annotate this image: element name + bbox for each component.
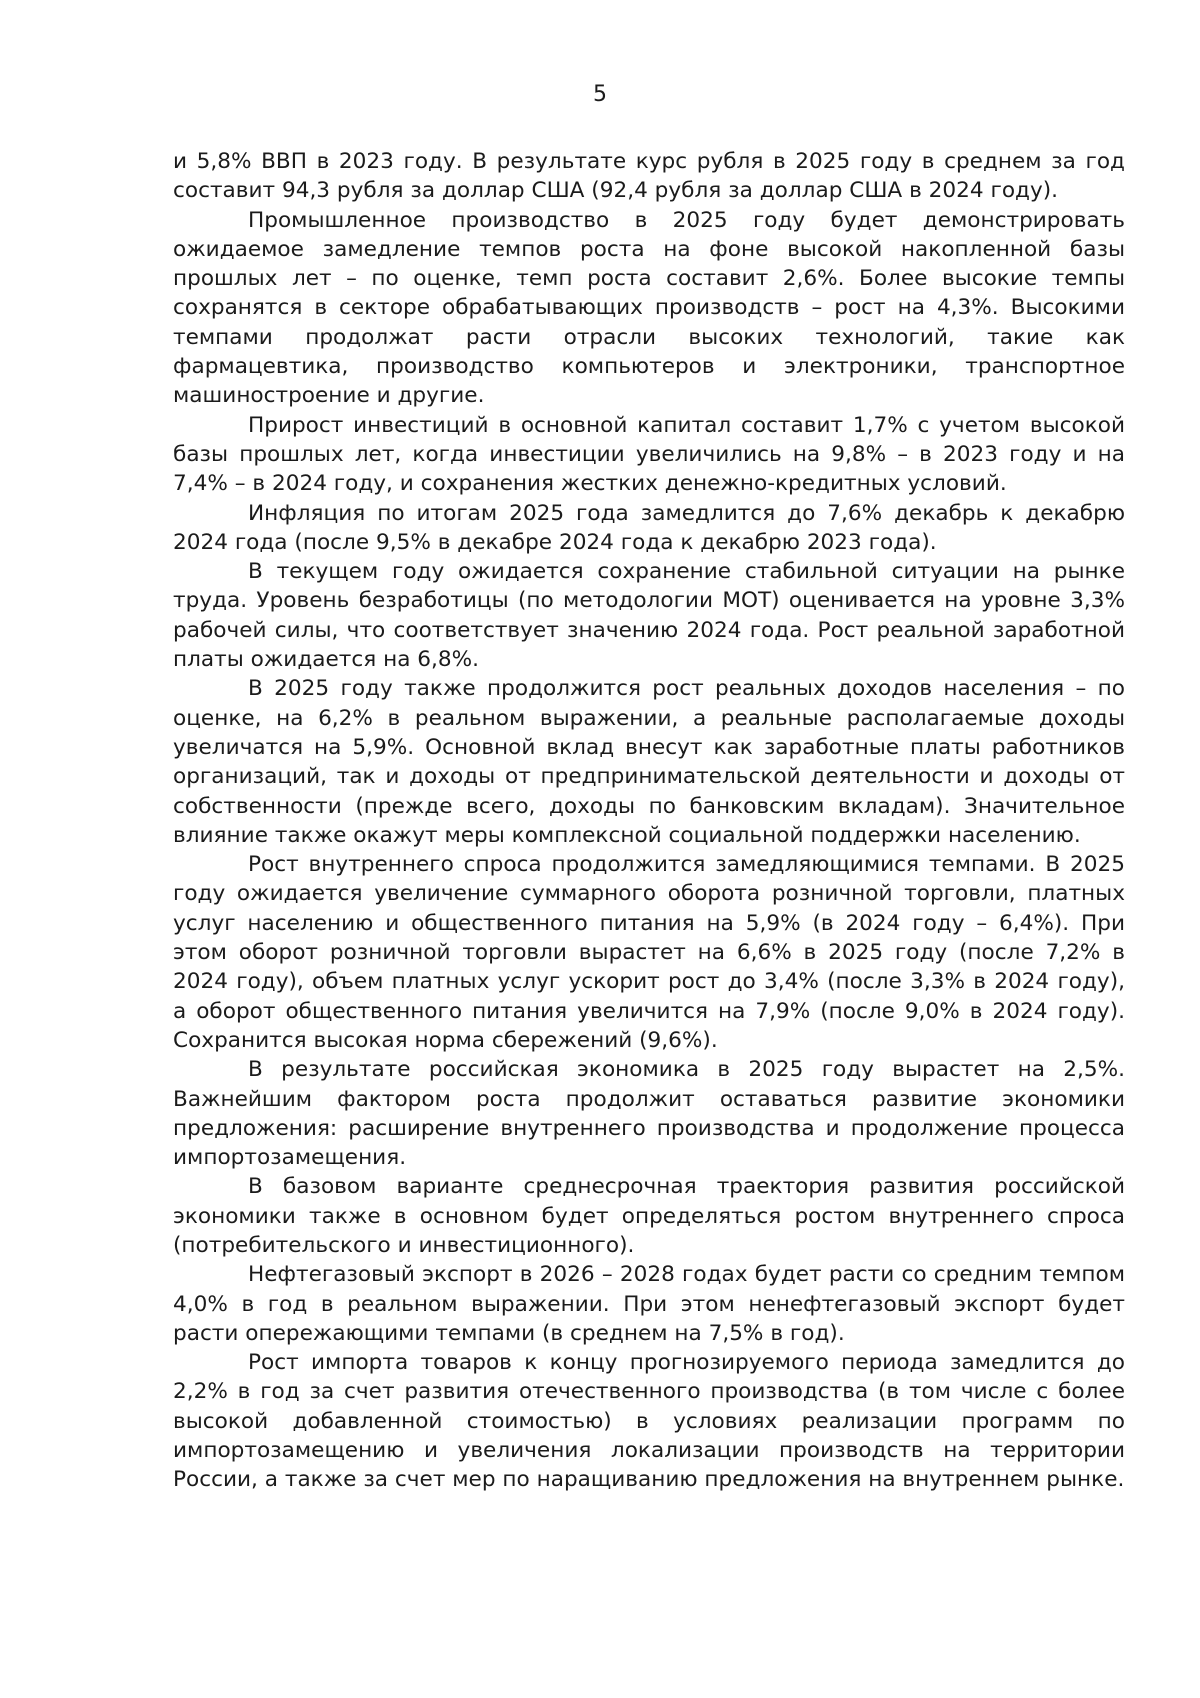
paragraph-exchange-rate: и 5,8% ВВП в 2023 году. В результате курс рубля в 2025 году в среднем за год составит 94,3 рубля за доллар США (92,4 рубля за доллар США в 2024 году). [173, 149, 1125, 204]
document-body [173, 147, 1125, 1495]
paragraph-investment: Прирост инвестиций в основной капитал составит 1,7% с учетом высокой базы прошлых лет, когда инвестиции увеличились на 9,8% – в 2023 году и на 7,4% – в 2024 году, и сохранения жестких денежно-кредитных условий. [173, 412, 1125, 497]
paragraph-inflation: Инфляция по итогам 2025 года замедлится до 7,6% декабрь к декабрю 2024 года (после 9,5% в декабре 2024 года к декабрю 2023 года). [173, 500, 1125, 555]
paragraph-economic-growth: В результате российская экономика в 2025 году вырастет на 2,5%. Важнейшим фактором роста продолжит оставаться развитие экономики предложения: расширение внутреннего производства и продолжение процесса импортозамещения. [173, 1057, 1125, 1171]
page-number: 5 [593, 82, 607, 107]
paragraph-industrial-production: Промышленное производство в 2025 году будет демонстрировать ожидаемое замедление темпов роста на фоне высокой накопленной базы прошлых лет – по оценке, темп роста составит 2,6%. Более высокие темпы сохранятся в секторе обрабатывающих производств – рост на 4,3%. Высокими темпами продолжат расти отрасли высоких технологий, такие как фармацевтика, производство компьютеров и электроники, транспортное машиностроение и другие. [173, 207, 1125, 409]
paragraph-baseline-scenario: В базовом варианте среднесрочная траектория развития российской экономики также в основном будет определяться ростом внутреннего спроса (потребительского и инвестиционного). [173, 1174, 1125, 1258]
paragraph-labor-market: В текущем году ожидается сохранение стабильной ситуации на рынке труда. Уровень безработицы (по методологии МОТ) оценивается на уровне 3,3% рабочей силы, что соответствует значению 2024 года. Рост реальной заработной платы ожидается на 6,8%. [173, 559, 1125, 673]
paragraph-household-income: В 2025 году также продолжится рост реальных доходов населения – по оценке, на 6,2% в реальном выражении, а реальные располагаемые доходы увеличатся на 5,9%. Основной вклад внесут как заработные платы работников организаций, так и доходы от предпринимательской деятельности и доходы от собственности (прежде всего, доходы по банковским вкладам). Значительное влияние также окажут меры комплексной социальной поддержки населению. [173, 676, 1125, 848]
paragraph-oil-gas-export: Нефтегазовый экспорт в 2026 – 2028 годах будет расти со средним темпом 4,0% в год в реальном выражении. При этом ненефтегазовый экспорт будет расти опережающими темпами (в среднем на 7,5% в год). [173, 1262, 1125, 1346]
paragraph-domestic-demand: Рост внутреннего спроса продолжится замедляющимися темпами. В 2025 году ожидается увеличение суммарного оборота розничной торговли, платных услуг населению и общественного питания на 5,9% (в 2024 году – 6,4%). При этом оборот розничной торговли вырастет на 6,6% в 2025 году (после 7,2% в 2024 году), объем платных услуг ускорит рост до 3,4% (после 3,3% в 2024 году), а оборот общественного питания увеличится на 7,9% (после 9,0% в 2024 году). Сохранится высокая норма сбережений (9,6%). [173, 852, 1125, 1053]
paragraph-imports: Рост импорта товаров к концу прогнозируемого периода замедлится до 2,2% в год за счет развития отечественного производства (в том числе с более высокой добавленной стоимостью) в условиях реализации программ по импортозамещению и увеличения локализации производств на территории России, а также за счет мер по наращиванию предложения на внутреннем рынке. [173, 1350, 1125, 1493]
